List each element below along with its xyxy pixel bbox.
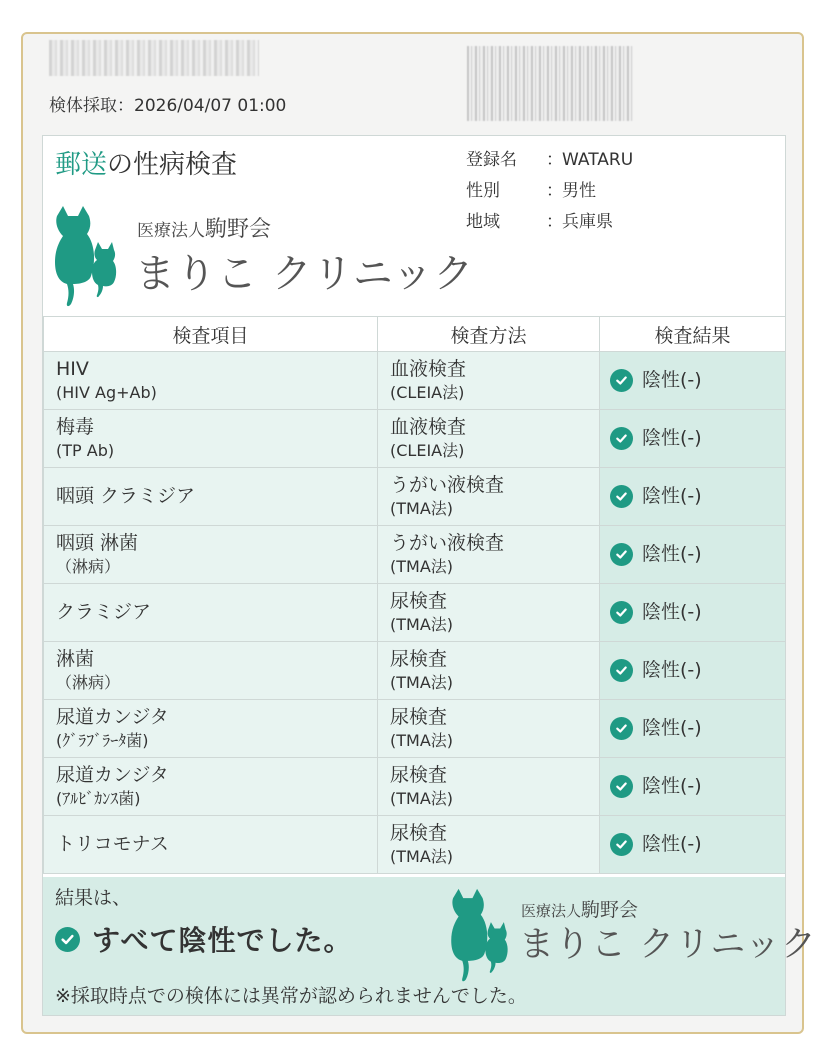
test-item-name: クラミジア	[56, 601, 152, 623]
table-row	[44, 410, 786, 468]
test-result-cell	[600, 758, 786, 816]
summary-lead: 結果は、	[55, 887, 132, 909]
test-method-name: 尿検査	[390, 821, 448, 844]
check-circle-icon	[610, 601, 633, 624]
check-circle-icon	[610, 659, 633, 682]
test-method-cell	[378, 352, 600, 410]
test-item-name: HIV	[56, 357, 89, 380]
result-text: 陰性(-)	[642, 717, 702, 739]
result-status	[610, 485, 785, 508]
test-item-sub: (ｱﾙﾋﾞｶﾝｽ菌)	[56, 788, 141, 808]
table-row	[44, 700, 786, 758]
test-item-cell	[44, 758, 378, 816]
title-rest: の性病検査	[107, 150, 238, 180]
test-method-name: 尿検査	[390, 589, 448, 612]
check-circle-icon	[610, 369, 633, 392]
patient-key: 性別	[466, 181, 500, 201]
test-item-name: 梅毒	[56, 415, 95, 438]
test-method-sub: (CLEIA法)	[390, 382, 465, 402]
test-method-cell	[378, 758, 600, 816]
table-row	[44, 352, 786, 410]
header-method: 検査方法	[378, 317, 600, 352]
summary-note: ※採取時点での検体には異常が認められませんでした。	[55, 985, 527, 1007]
test-method-cell	[378, 526, 600, 584]
check-circle-icon	[610, 427, 633, 450]
table-row	[44, 758, 786, 816]
result-text: 陰性(-)	[642, 601, 702, 623]
result-text: 陰性(-)	[642, 485, 702, 507]
test-item-cell	[44, 468, 378, 526]
result-status	[610, 601, 785, 624]
test-method-cell	[378, 642, 600, 700]
result-text: 陰性(-)	[642, 659, 702, 681]
test-method-sub: (CLEIA法)	[390, 440, 465, 460]
corp-name-main: 駒野会	[581, 899, 639, 921]
patient-row-region	[466, 207, 633, 238]
check-circle-icon	[55, 927, 80, 952]
test-result-cell	[600, 642, 786, 700]
summary-box	[43, 877, 818, 1015]
patient-value: 男性	[562, 181, 596, 201]
result-status	[610, 427, 785, 450]
result-status	[610, 775, 785, 798]
result-status	[610, 717, 785, 740]
test-result-cell	[600, 352, 786, 410]
table-row	[44, 816, 786, 874]
cat-silhouette-icon	[51, 204, 117, 308]
test-method-cell	[378, 468, 600, 526]
test-item-cell	[44, 352, 378, 410]
test-item-name: 咽頭 淋菌	[56, 531, 139, 554]
redacted-barcode-left	[49, 40, 259, 76]
test-method-sub: (TMA法)	[390, 730, 454, 750]
test-method-name: 尿検査	[390, 763, 448, 786]
test-method-name: 尿検査	[390, 705, 448, 728]
test-item-cell	[44, 816, 378, 874]
test-method-cell	[378, 410, 600, 468]
test-item-cell	[44, 410, 378, 468]
test-item-cell	[44, 526, 378, 584]
summary-main	[55, 919, 352, 959]
result-text: 陰性(-)	[642, 775, 702, 797]
result-text: 陰性(-)	[642, 833, 702, 855]
patient-key: 地域	[466, 212, 500, 232]
patient-separator: ：	[546, 150, 563, 170]
test-result-cell	[600, 526, 786, 584]
test-method-name: うがい液検査	[390, 473, 505, 496]
test-method-name: 血液検査	[390, 357, 467, 380]
result-status	[610, 369, 785, 392]
test-item-name: トリコモナス	[56, 833, 169, 855]
check-circle-icon	[610, 485, 633, 508]
check-circle-icon	[610, 833, 633, 856]
results-table	[43, 316, 786, 874]
cat-silhouette-icon	[447, 887, 509, 983]
patient-key: 登録名	[466, 150, 517, 170]
test-method-sub: (TMA法)	[390, 614, 454, 634]
clinic-logo-top	[51, 204, 475, 309]
test-result-cell	[600, 410, 786, 468]
test-item-cell	[44, 584, 378, 642]
check-circle-icon	[610, 775, 633, 798]
test-item-cell	[44, 642, 378, 700]
patient-separator: ：	[546, 181, 563, 201]
test-result-cell	[600, 468, 786, 526]
test-method-sub: (TMA法)	[390, 788, 454, 808]
patient-row-name	[466, 145, 633, 176]
table-row	[44, 642, 786, 700]
header-result: 検査結果	[600, 317, 786, 352]
result-text: 陰性(-)	[642, 543, 702, 565]
test-method-name: うがい液検査	[390, 531, 505, 554]
corp-prefix: 医療法人	[137, 221, 205, 241]
table-row	[44, 526, 786, 584]
summary-main-text: すべて陰性でした。	[92, 924, 353, 957]
test-method-sub: (TMA法)	[390, 556, 454, 576]
patient-value: WATARU	[562, 150, 634, 170]
collection-datetime: 検体採取：2026/04/07 01:00	[49, 96, 287, 116]
clinic-logo-bottom	[447, 887, 818, 983]
test-method-cell	[378, 584, 600, 642]
patient-row-sex	[466, 176, 633, 207]
table-row	[44, 584, 786, 642]
result-status	[610, 833, 785, 856]
test-item-sub: （淋病）	[56, 672, 121, 692]
test-result-cell	[600, 700, 786, 758]
result-text: 陰性(-)	[642, 369, 702, 391]
test-item-name: 淋菌	[56, 647, 95, 670]
test-item-cell	[44, 700, 378, 758]
result-status	[610, 543, 785, 566]
clinic-name: まりこ クリニック	[135, 251, 475, 297]
corp-name-main: 駒野会	[205, 217, 272, 242]
table-row	[44, 468, 786, 526]
test-method-sub: (TMA法)	[390, 846, 454, 866]
redacted-barcode-right	[467, 46, 633, 121]
test-item-name: 咽頭 クラミジア	[56, 485, 196, 507]
table-header-row	[44, 317, 786, 352]
test-item-name: 尿道カンジタ	[56, 763, 169, 786]
patient-info	[466, 145, 633, 238]
clinic-name: まりこ クリニック	[519, 925, 818, 965]
test-item-sub: (HIV Ag+Ab)	[56, 382, 157, 402]
test-item-name: 尿道カンジタ	[56, 705, 169, 728]
test-item-sub: （淋病）	[56, 556, 121, 576]
title-accent: 郵送	[55, 150, 108, 180]
corp-name	[137, 212, 271, 243]
result-status	[610, 659, 785, 682]
corp-prefix: 医療法人	[521, 902, 582, 920]
result-text: 陰性(-)	[642, 427, 702, 449]
page-title	[55, 144, 237, 181]
test-item-sub: (ｸﾞﾗﾌﾞﾗｰﾀ菌)	[56, 730, 149, 750]
patient-separator: ：	[546, 212, 563, 232]
test-method-cell	[378, 816, 600, 874]
check-circle-icon	[610, 717, 633, 740]
test-method-sub: (TMA法)	[390, 498, 454, 518]
patient-value: 兵庫県	[562, 212, 613, 232]
check-circle-icon	[610, 543, 633, 566]
test-method-name: 尿検査	[390, 647, 448, 670]
test-result-cell	[600, 584, 786, 642]
header-item: 検査項目	[44, 317, 378, 352]
result-panel	[42, 135, 818, 1016]
test-method-name: 血液検査	[390, 415, 467, 438]
test-method-cell	[378, 700, 600, 758]
test-method-sub: (TMA法)	[390, 672, 454, 692]
test-item-sub: (TP Ab)	[56, 440, 115, 460]
test-result-cell	[600, 816, 786, 874]
